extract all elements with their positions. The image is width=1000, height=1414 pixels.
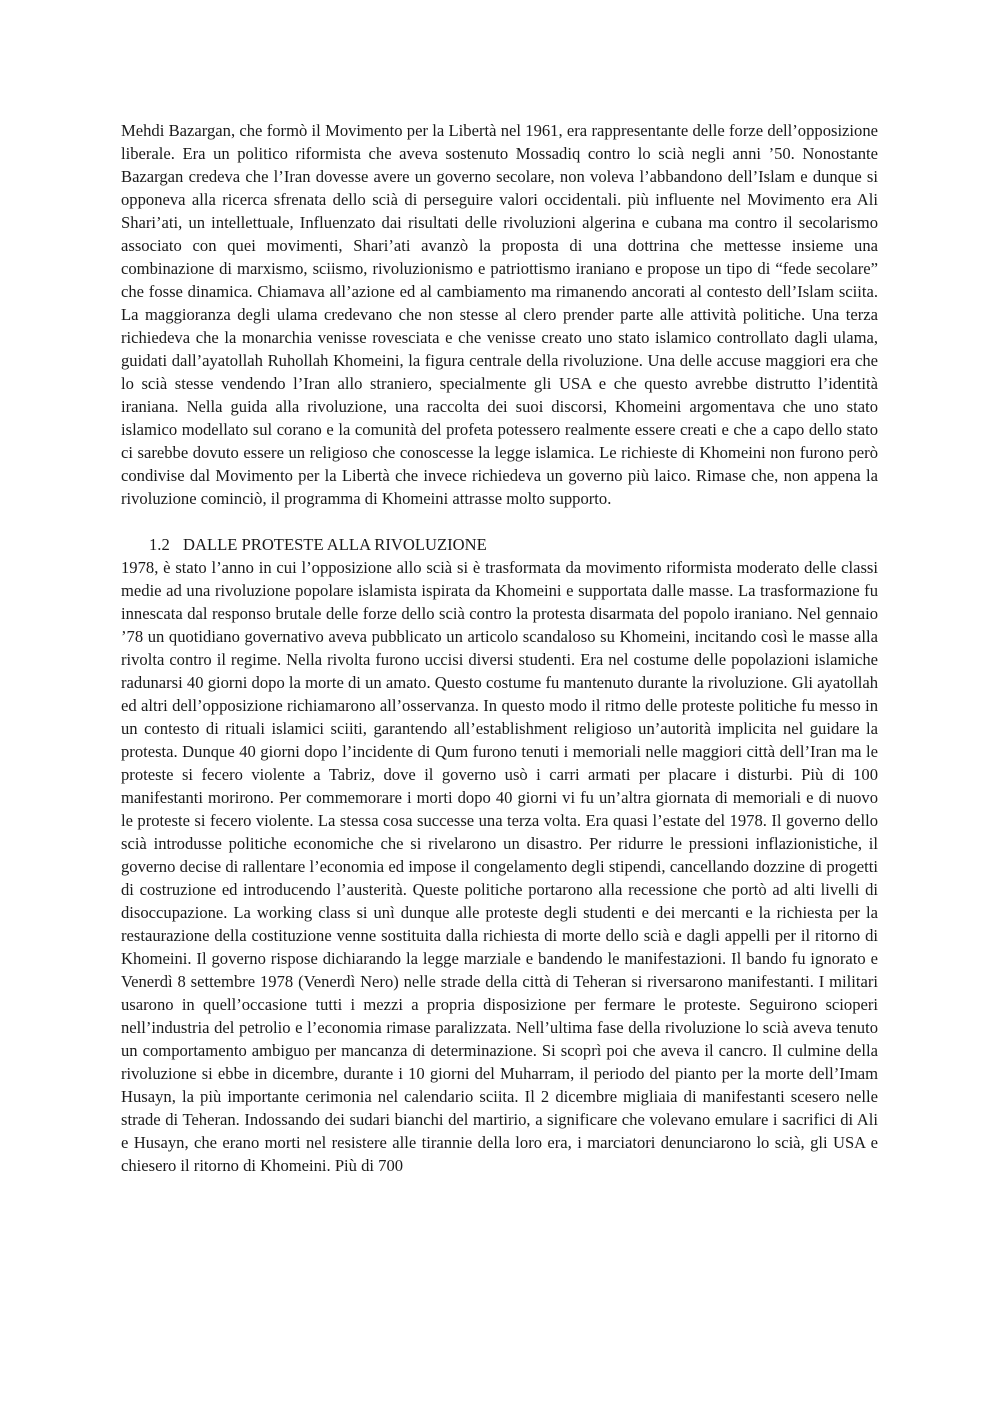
document-page (121, 119, 878, 1177)
body-paragraph-2: 1978, è stato l’anno in cui l’opposizione allo scià si è trasformata da movimento riformista moderato delle classi medie ad una rivoluzione popolare islamista ispirata da Khomeini e supportata dalle masse. La trasformazione fu innescata dal responso brutale delle forze dello scià contro la protesta disarmata del popolo iraniano. Nel gennaio ’78 un quotidiano governativo aveva pubblicato un articolo scandaloso su Khomeini, incitando così le masse alla rivolta contro il regime. Nella rivolta furono uccisi diversi studenti. Era nel costume delle popolazioni islamiche radunarsi 40 giorni dopo la morte di un amato. Questo costume fu mantenuto durante la rivoluzione. Gli ayatollah ed altri dell’opposizione richiamarono all’osservanza. In questo modo il ritmo delle proteste politiche fu messo in un contesto di rituali islamici sciiti, garantendo all’establishment religioso un’autorità implicita nel guidare la protesta. Dunque 40 giorni dopo l’incidente di Qum furono tenuti i memoriali nelle maggiori città dell’Iran ma le proteste si fecero violente a Tabriz, dove il governo usò i carri armati per placare i disturbi. Più di 100 manifestanti morirono. Per commemorare i morti dopo 40 giorni vi fu un’altra giornata di memoriali e di nuovo le proteste si fecero violente. La stessa cosa successe una terza volta. Era quasi l’estate del 1978. Il governo dello scià introdusse politiche economiche che si rivelarono un disastro. Per ridurre le pressioni inflazionistiche, il governo decise di rallentare l’economia ed impose il congelamento degli stipendi, cancellando dozzine di progetti di costruzione ed introducendo l’austerità. Queste politiche portarono alla recessione che portò ad alti livelli di disoccupazione. La working class si unì dunque alle proteste degli studenti e dei mercanti e la richiesta per la restaurazione della costituzione venne sostituita dalla richiesta di morte dello scià e dagli appelli per il ritorno di Khomeini. Il governo rispose dichiarando la legge marziale e bandendo le manifestazioni. Il bando fu ignorato e Venerdì 8 settembre 1978 (Venerdì Nero) nelle strade della città di Teheran si riversarono manifestanti. I militari usarono in quell’occasione tutti i mezzi a propria disposizione per fermare le proteste. Seguirono scioperi nell’industria del petrolio e l’economia rimase paralizzata. Nell’ultima fase della rivoluzione lo scià aveva tenuto un comportamento ambiguo per mancanza di determinazione. Si scoprì poi che aveva il cancro. Il culmine della rivoluzione si ebbe in dicembre, durante i 10 giorni del Muharram, il periodo del pianto per la morte dell’Imam Husayn, la più importante cerimonia nel calendario sciita. Il 2 dicembre migliaia di manifestanti scesero nelle strade di Teheran. Indossando dei sudari bianchi del martirio, a significare che volevano emulare i sacrifici di Ali e Husayn, che erano morti nel resistere alle tirannie della loro era, i marciatori denunciarono lo scià, gli USA e chiesero il ritorno di Khomeini. Più di 700 (121, 558, 878, 1175)
section-heading (121, 533, 878, 556)
section-title: DALLE PROTESTE ALLA RIVOLUZIONE (183, 535, 487, 554)
section-number: 1.2 (149, 535, 170, 554)
body-paragraph-1: Mehdi Bazargan, che formò il Movimento per la Libertà nel 1961, era rappresentante delle forze dell’opposizione liberale. Era un politico riformista che aveva sostenuto Mossadiq contro lo scià negli anni ’50. Nonostante Bazargan credeva che l’Iran dovesse avere un governo secolare, non voleva l’abbandono dell’Islam e dunque si opponeva alla ricerca sfrenata dello scià di perseguire valori occidentali. più influente nel Movimento era Ali Shari’ati, un intellettuale, Influenzato dai risultati delle rivoluzioni algerina e cubana ma contro il secolarismo associato con quei movimenti, Shari’ati avanzò la proposta di una dottrina che mettesse insieme una combinazione di marxismo, sciismo, rivoluzionismo e patriottismo iraniano e propose un tipo di “fede secolare” che fosse dinamica. Chiamava all’azione ed al cambiamento ma rimanendo ancorati al contesto dell’Islam sciita. La maggioranza degli ulama credevano che non stesse al clero prender parte alle attività politiche. Una terza richiedeva che la monarchia venisse rovesciata e che venisse creato uno stato islamico controllato dagli ulama, guidati dall’ayatollah Ruhollah Khomeini, la figura centrale della rivoluzione. Una delle accuse maggiori era che lo scià stesse vendendo l’Iran allo straniero, specialmente gli USA e che questo avrebbe distrutto l’identità iraniana. Nella guida alla rivoluzione, una raccolta dei suoi discorsi, Khomeini argomentava che uno stato islamico modellato sul corano e la comunità del profeta potessero realmente essere creati e che a capo dello stato ci sarebbe dovuto essere un religioso che conoscesse la legge islamica. Le richieste di Khomeini non furono però condivise dal Movimento per la Libertà che invece richiedeva un governo più laico. Rimase che, non appena la rivoluzione cominciò, il programma di Khomeini attrasse molto supporto. (121, 121, 878, 508)
paragraph-spacer (121, 510, 878, 533)
